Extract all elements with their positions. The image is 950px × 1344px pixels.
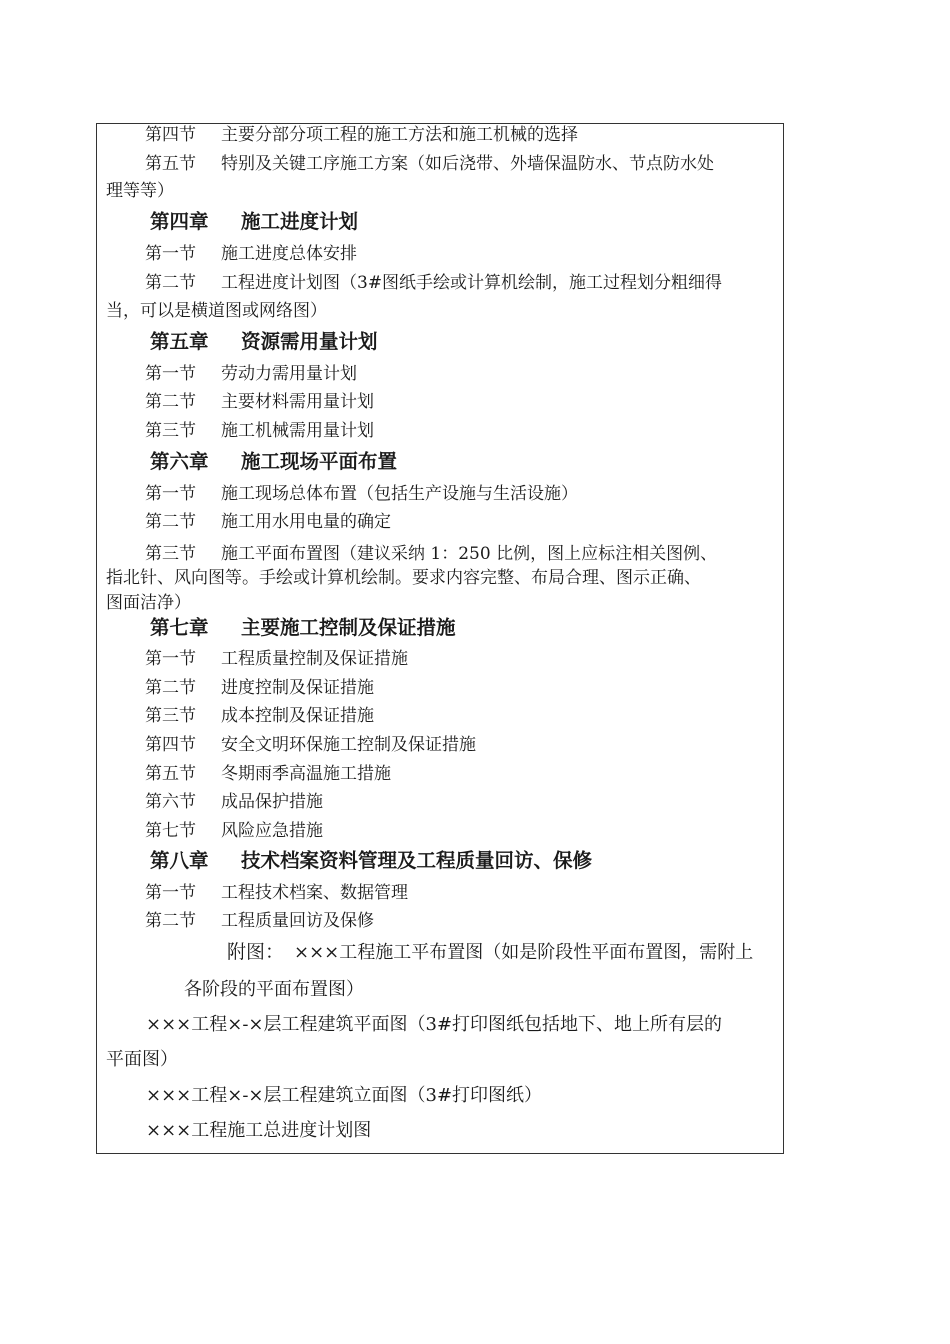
chapter-title: 施工进度计划 [241,210,359,233]
appendix-line [97,942,753,963]
section-continuation: 指北针、风向图等。手绘或计算机绘制。要求内容完整、布局合理、图示正确、 [106,568,701,588]
section-text: 施工进度总体安排 [221,244,357,264]
section-label: 第二节 [145,911,196,931]
chapter-label: 第八章 [150,849,209,872]
section-line [97,649,408,669]
section-line [97,911,374,931]
section-label: 第二节 [145,512,196,532]
section-line [97,512,391,532]
section-label: 第三节 [145,706,196,726]
section-label: 第五节 [145,764,196,784]
appendix-continuation: 各阶段的平面布置图） [184,979,364,1000]
section-text: 工程进度计划图（3#图纸手绘或计算机绘制，施工过程划分粗细得 [221,273,723,293]
section-text: 施工机械需用量计划 [221,421,374,441]
section-line [97,764,391,784]
chapter-heading [97,210,358,234]
chapter-label: 第四章 [150,210,209,233]
section-line [97,244,357,264]
section-label: 第五节 [145,154,196,174]
appendix-continuation: 平面图） [106,1049,178,1070]
section-text: 安全文明环保施工控制及保证措施 [221,735,476,755]
section-label: 第二节 [145,273,196,293]
section-continuation: 图面洁净） [106,593,191,613]
section-line [97,484,578,504]
chapter-heading [97,330,378,354]
section-line [97,421,374,441]
section-text: 主要分部分项工程的施工方法和施工机械的选择 [221,125,578,145]
section-line [97,364,357,384]
section-label: 第一节 [145,649,196,669]
section-text: 施工用水用电量的确定 [221,512,391,532]
chapter-label: 第五章 [150,330,209,353]
appendix-text: ×××工程施工平布置图（如是阶段性平面布置图，需附上 [294,942,754,963]
section-text: 成本控制及保证措施 [221,706,374,726]
section-text: 施工平面布置图（建议采纳 1：250 比例，图上应标注相关图例、 [221,544,718,564]
section-text: 主要材料需用量计划 [221,392,374,412]
section-label: 第二节 [145,392,196,412]
section-label: 第三节 [145,544,196,564]
section-text: 进度控制及保证措施 [221,678,374,698]
section-continuation: 理等等） [106,181,174,201]
section-text: 劳动力需用量计划 [221,364,357,384]
section-line [97,735,476,755]
chapter-heading [97,849,592,873]
section-label: 第一节 [145,484,196,504]
section-text: 工程技术档案、数据管理 [221,883,408,903]
document-frame [96,123,784,1154]
section-line [97,678,374,698]
section-line [97,883,408,903]
section-text: 成品保护措施 [221,792,323,812]
section-text: 施工现场总体布置（包括生产设施与生活设施） [221,484,578,504]
section-label: 第四节 [145,125,196,145]
section-label: 第四节 [145,735,196,755]
section-label: 第二节 [145,678,196,698]
appendix-item: ×××工程×-×层工程建筑立面图（3#打印图纸） [146,1085,543,1106]
appendix-item: ×××工程×-×层工程建筑平面图（3#打印图纸包括地下、地上所有层的 [146,1014,723,1035]
chapter-title: 施工现场平面布置 [241,450,398,473]
chapter-title: 资源需用量计划 [241,330,378,353]
section-line [97,544,717,564]
section-line [97,392,374,412]
section-text: 工程质量回访及保修 [221,911,374,931]
section-label: 第七节 [145,821,196,841]
section-label: 第六节 [145,792,196,812]
chapter-label: 第六章 [150,450,209,473]
chapter-title: 主要施工控制及保证措施 [241,616,456,639]
chapter-title: 技术档案资料管理及工程质量回访、保修 [241,849,593,872]
section-label: 第一节 [145,244,196,264]
section-text: 风险应急措施 [221,821,323,841]
section-line [97,792,323,812]
section-line [97,154,714,174]
section-line [97,125,578,145]
section-line [97,821,323,841]
section-label: 第一节 [145,883,196,903]
chapter-heading [97,450,397,474]
section-line [97,706,374,726]
section-text: 冬期雨季高温施工措施 [221,764,391,784]
section-continuation: 当，可以是横道图或网络图） [106,301,327,321]
chapter-heading [97,616,456,640]
section-line [97,273,722,293]
appendix-item: ×××工程施工总进度计划图 [146,1120,372,1141]
appendix-label: 附图： [227,941,285,963]
chapter-label: 第七章 [150,616,209,639]
section-text: 工程质量控制及保证措施 [221,649,408,669]
section-label: 第三节 [145,421,196,441]
section-text: 特别及关键工序施工方案（如后浇带、外墙保温防水、节点防水处 [221,154,714,174]
section-label: 第一节 [145,364,196,384]
